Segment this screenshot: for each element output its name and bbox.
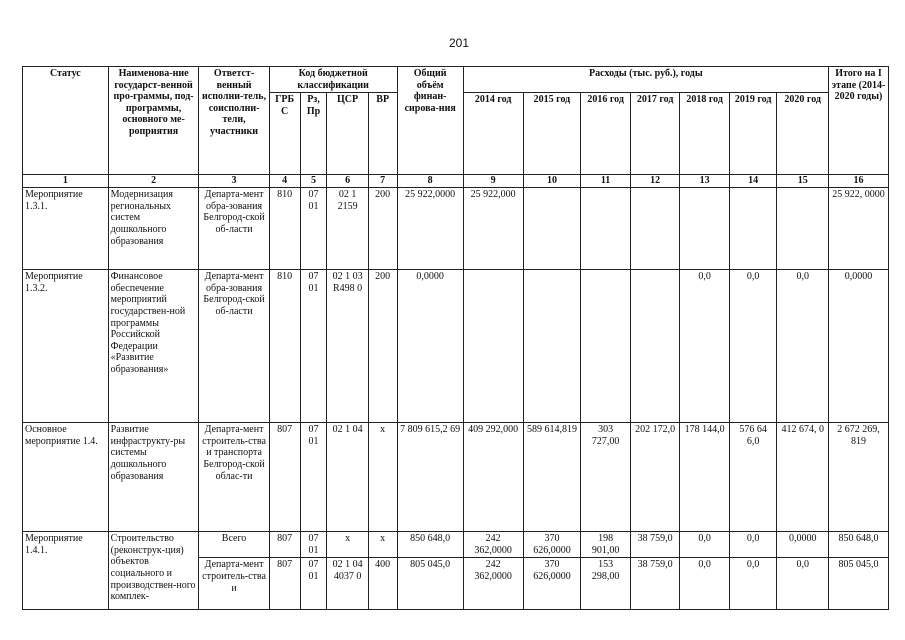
- header-grbs: ГРБ С: [269, 93, 300, 175]
- row-y2018: 0,0: [680, 558, 730, 610]
- header-budget-code: Код бюджетной классификации: [269, 67, 397, 93]
- row-y2019: 0,0: [729, 270, 776, 423]
- row-y2016: 153 298,00: [581, 558, 631, 610]
- row-y2015: [523, 270, 581, 423]
- row-y2018: 178 144,0: [680, 423, 730, 532]
- header-year-2015: 2015 год: [523, 93, 581, 175]
- table-row: [23, 532, 889, 558]
- row-responsible: Департа-мент строитель-ства и транспорта Белгород-ской облас-ти: [199, 423, 269, 532]
- column-number: 14: [729, 175, 776, 188]
- header-year-2014: 2014 год: [463, 93, 523, 175]
- header-year-2018: 2018 год: [680, 93, 730, 175]
- row-vr: х: [368, 532, 397, 558]
- row-y2017: 202 172,0: [630, 423, 680, 532]
- table-header-row-1: [23, 67, 889, 93]
- row-csr: х: [327, 532, 368, 558]
- row-rzpr: 07 01: [300, 188, 327, 270]
- row-y2018: 0,0: [680, 532, 730, 558]
- row-y2014: 242 362,0000: [463, 558, 523, 610]
- row-grbs: 807: [269, 532, 300, 558]
- row-y2014: 409 292,000: [463, 423, 523, 532]
- row-total: 850 648,0: [397, 532, 463, 558]
- row-status: Основное мероприятие 1.4.: [23, 423, 109, 532]
- header-responsible: Ответст-венный исполни-тель, соисполни-тели, участники: [199, 67, 269, 175]
- page-number: 201: [448, 36, 470, 50]
- column-number: 12: [630, 175, 680, 188]
- table-row: [23, 188, 889, 270]
- row-name: Финансовое обеспечение мероприятий государствен-ной программы Российской Федерации «Развитие образования»: [108, 270, 199, 423]
- row-grbs: 810: [269, 270, 300, 423]
- header-csr: ЦСР: [327, 93, 368, 175]
- row-y2016: 303 727,00: [581, 423, 631, 532]
- row-y2017: [630, 270, 680, 423]
- header-year-2016: 2016 год: [581, 93, 631, 175]
- column-number: 15: [777, 175, 829, 188]
- row-y2017: [630, 188, 680, 270]
- row-y2014: [463, 270, 523, 423]
- row-vr: 200: [368, 188, 397, 270]
- row-status: Мероприятие 1.4.1.: [23, 532, 109, 610]
- row-y2016: [581, 188, 631, 270]
- row-y2017: 38 759,0: [630, 532, 680, 558]
- row-grbs: 807: [269, 423, 300, 532]
- row-total: 0,0000: [397, 270, 463, 423]
- column-number: 8: [397, 175, 463, 188]
- column-number: 1: [23, 175, 109, 188]
- row-name: Модернизация региональных систем дошкольного образования: [108, 188, 199, 270]
- column-number: 3: [199, 175, 269, 188]
- row-y2019: 0,0: [729, 558, 776, 610]
- row-vr: 400: [368, 558, 397, 610]
- row-stage-total: 0,0000: [829, 270, 889, 423]
- row-y2016: 198 901,00: [581, 532, 631, 558]
- row-y2018: 0,0: [680, 270, 730, 423]
- row-rzpr: 07 01: [300, 532, 327, 558]
- header-year-2017: 2017 год: [630, 93, 680, 175]
- row-y2019: 0,0: [729, 532, 776, 558]
- table-row: [23, 423, 889, 532]
- row-y2020: [777, 188, 829, 270]
- row-y2019: [729, 188, 776, 270]
- column-number: 5: [300, 175, 327, 188]
- column-number: 7: [368, 175, 397, 188]
- header-expenses: Расходы (тыс. руб.), годы: [463, 67, 828, 93]
- row-rzpr: 07 01: [300, 423, 327, 532]
- row-responsible: Департа-мент обра-зования Белгород-ской об-ласти: [199, 270, 269, 423]
- row-stage-total: 2 672 269, 819: [829, 423, 889, 532]
- header-name: Наименова-ние государст-венной про-граммы, под-программы, основного ме-роприятия: [108, 67, 199, 175]
- row-y2020: 412 674, 0: [777, 423, 829, 532]
- row-csr: 02 1 03 R498 0: [327, 270, 368, 423]
- row-stage-total: 850 648,0: [829, 532, 889, 558]
- budget-table: [22, 66, 889, 610]
- row-responsible: Всего: [199, 532, 269, 558]
- row-rzpr: 07 01: [300, 270, 327, 423]
- row-stage-total: 25 922, 0000: [829, 188, 889, 270]
- header-year-2020: 2020 год: [777, 93, 829, 175]
- row-rzpr: 07 01: [300, 558, 327, 610]
- row-y2016: [581, 270, 631, 423]
- row-y2014: 242 362,0000: [463, 532, 523, 558]
- column-number: 16: [829, 175, 889, 188]
- row-vr: х: [368, 423, 397, 532]
- row-y2015: 589 614,819: [523, 423, 581, 532]
- row-y2020: 0,0000: [777, 532, 829, 558]
- column-number: 9: [463, 175, 523, 188]
- column-number-row: [23, 175, 889, 188]
- header-status: Статус: [23, 67, 109, 175]
- header-stage-total: Итого на I этапе (2014-2020 годы): [829, 67, 889, 175]
- row-vr: 200: [368, 270, 397, 423]
- row-responsible: Департа-мент обра-зования Белгород-ской об-ласти: [199, 188, 269, 270]
- row-y2014: 25 922,000: [463, 188, 523, 270]
- row-y2019: 576 64 6,0: [729, 423, 776, 532]
- row-stage-total: 805 045,0: [829, 558, 889, 610]
- row-total: 25 922,0000: [397, 188, 463, 270]
- column-number: 6: [327, 175, 368, 188]
- row-y2020: 0,0: [777, 558, 829, 610]
- row-csr: 02 1 04 4037 0: [327, 558, 368, 610]
- row-total: 805 045,0: [397, 558, 463, 610]
- row-name: Развитие инфраструкту-ры системы дошкольного образования: [108, 423, 199, 532]
- table-row: [23, 270, 889, 423]
- row-status: Мероприятие 1.3.1.: [23, 188, 109, 270]
- row-y2017: 38 759,0: [630, 558, 680, 610]
- row-total: 7 809 615,2 69: [397, 423, 463, 532]
- header-vr: ВР: [368, 93, 397, 175]
- header-total: Общий объём финан-сирова-ния: [397, 67, 463, 175]
- column-number: 4: [269, 175, 300, 188]
- row-status: Мероприятие 1.3.2.: [23, 270, 109, 423]
- row-csr: 02 1 04: [327, 423, 368, 532]
- header-rzpr: Рз, Пр: [300, 93, 327, 175]
- row-csr: 02 1 2159: [327, 188, 368, 270]
- column-number: 10: [523, 175, 581, 188]
- row-responsible: Департа-мент строитель-ства и: [199, 558, 269, 610]
- row-y2020: 0,0: [777, 270, 829, 423]
- header-year-2019: 2019 год: [729, 93, 776, 175]
- row-y2018: [680, 188, 730, 270]
- row-grbs: 810: [269, 188, 300, 270]
- row-y2015: [523, 188, 581, 270]
- row-name: Строительство (реконструк-ция) объектов социального и производствен-ного комплек-: [108, 532, 199, 610]
- row-y2015: 370 626,0000: [523, 532, 581, 558]
- column-number: 2: [108, 175, 199, 188]
- row-y2015: 370 626,0000: [523, 558, 581, 610]
- column-number: 13: [680, 175, 730, 188]
- row-grbs: 807: [269, 558, 300, 610]
- column-number: 11: [581, 175, 631, 188]
